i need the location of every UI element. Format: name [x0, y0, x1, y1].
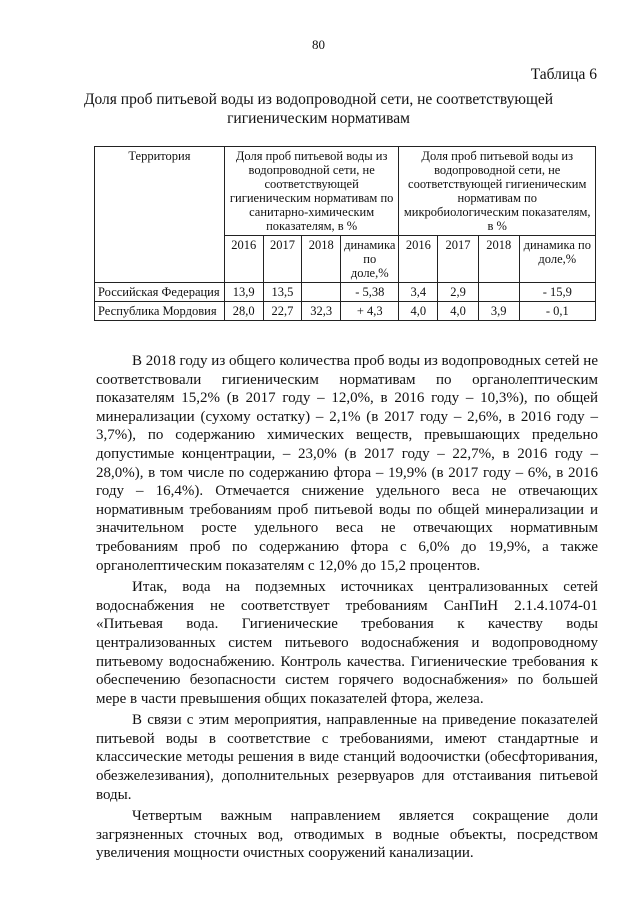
value-cell [302, 283, 341, 302]
value-cell: + 4,3 [341, 302, 399, 321]
territory-cell: Республика Мордовия [95, 302, 225, 321]
value-cell: 22,7 [263, 302, 302, 321]
territory-header: Территория [95, 147, 225, 283]
subheader-cell: 2017 [263, 236, 302, 283]
caption-line-1: Доля проб питьевой воды из водопроводной сети, не соответствующей [83, 91, 554, 108]
subheader-cell: 2016 [399, 236, 438, 283]
value-cell: 3,4 [399, 283, 438, 302]
value-cell: 13,5 [263, 283, 302, 302]
territory-cell: Российская Федерация [95, 283, 225, 302]
table-label: Таблица 6 [530, 66, 597, 83]
body-text [96, 352, 598, 866]
value-cell: - 0,1 [519, 302, 595, 321]
paragraph: Итак, вода на подземных источниках централизованных сетей водоснабжения не соответствует требованиям СанПиН 2.1.4.1074-01 «Питьевая вода. Гигиенические требования к качеству воды централизованных систем питьевого водоснабжения и водопроводному питьевому водоснабжению. Контроль качества. Гигиенические требования к обеспечению безопасности систем горячего водоснабжения» по большей мере в части превышения общих показателей фтора, железа. [96, 579, 598, 707]
value-cell: 28,0 [224, 302, 263, 321]
paragraph: В связи с этим мероприятия, направленные на приведение показателей питьевой воды в соответствие с требованиями, имеют стандартные и классические методы решения в виде станций водоочистки (обесфторивания, обезжелезивания), дополнительных резервуаров для отстаивания питьевой воды. [96, 712, 598, 803]
value-cell: - 15,9 [519, 283, 595, 302]
subheader-cell: 2016 [224, 236, 263, 283]
value-cell [478, 283, 519, 302]
header-row [95, 147, 596, 236]
paragraph: Четвертым важным направлением является сокращение доли загрязненных сточных вод, отводимых в водные объекты, посредством увеличения мощности очистных сооружений канализации. [96, 808, 598, 862]
value-cell: 13,9 [224, 283, 263, 302]
subheader-cell: динамика по доле,% [341, 236, 399, 283]
value-cell: - 5,38 [341, 283, 399, 302]
table-row [95, 283, 596, 302]
table-row [95, 302, 596, 321]
table-caption [60, 90, 577, 128]
subheader-cell: 2018 [478, 236, 519, 283]
value-cell: 4,0 [438, 302, 479, 321]
microbiological-group-header: Доля проб питьевой воды из водопроводной сети, не соответствующей гигиеническим нормативам по микробиологическим показателям, в % [399, 147, 596, 236]
value-cell: 32,3 [302, 302, 341, 321]
data-table [94, 146, 596, 321]
page-number: 80 [312, 37, 325, 52]
chemical-group-header: Доля проб питьевой воды из водопроводной сети, не соответствующей гигиеническим нормативам по санитарно-химическим показателям, в % [224, 147, 399, 236]
subheader-cell: 2018 [302, 236, 341, 283]
subheader-cell: динамика по доле,% [519, 236, 595, 283]
value-cell: 4,0 [399, 302, 438, 321]
value-cell: 2,9 [438, 283, 479, 302]
caption-line-2: гигиеническим нормативам [227, 110, 410, 127]
paragraph: В 2018 году из общего количества проб воды из водопроводных сетей не соответствовали гигиеническим нормативам по органолептическим показателям 15,2% (в 2017 году – 12,0%, в 2016 году – 10,3%), по общей минерализации (сухому остатку) – 2,1% (в 2017 году – 2,6%, в 2016 году – 3,7%), по содержанию химических веществ, превышающих предельно допустимые концентрации, – 23,0% (в 2017 году – 22,7%, в 2016 году – 28,0%), в том числе по содержанию фтора – 19,9% (в 2017 году – 6%, в 2016 году – 16,4%). Отмечается снижение удельного веса не отвечающих нормативным требованиям проб питьевой воды по общей минерализации и значительном росте удельного веса не отвечающих нормативным требованиям проб по содержанию фтора с 6,0% до 19,9%, а также органолептическим показателям с 12,0% до 15,2 процентов. [96, 353, 598, 574]
value-cell: 3,9 [478, 302, 519, 321]
subheader-cell: 2017 [438, 236, 479, 283]
